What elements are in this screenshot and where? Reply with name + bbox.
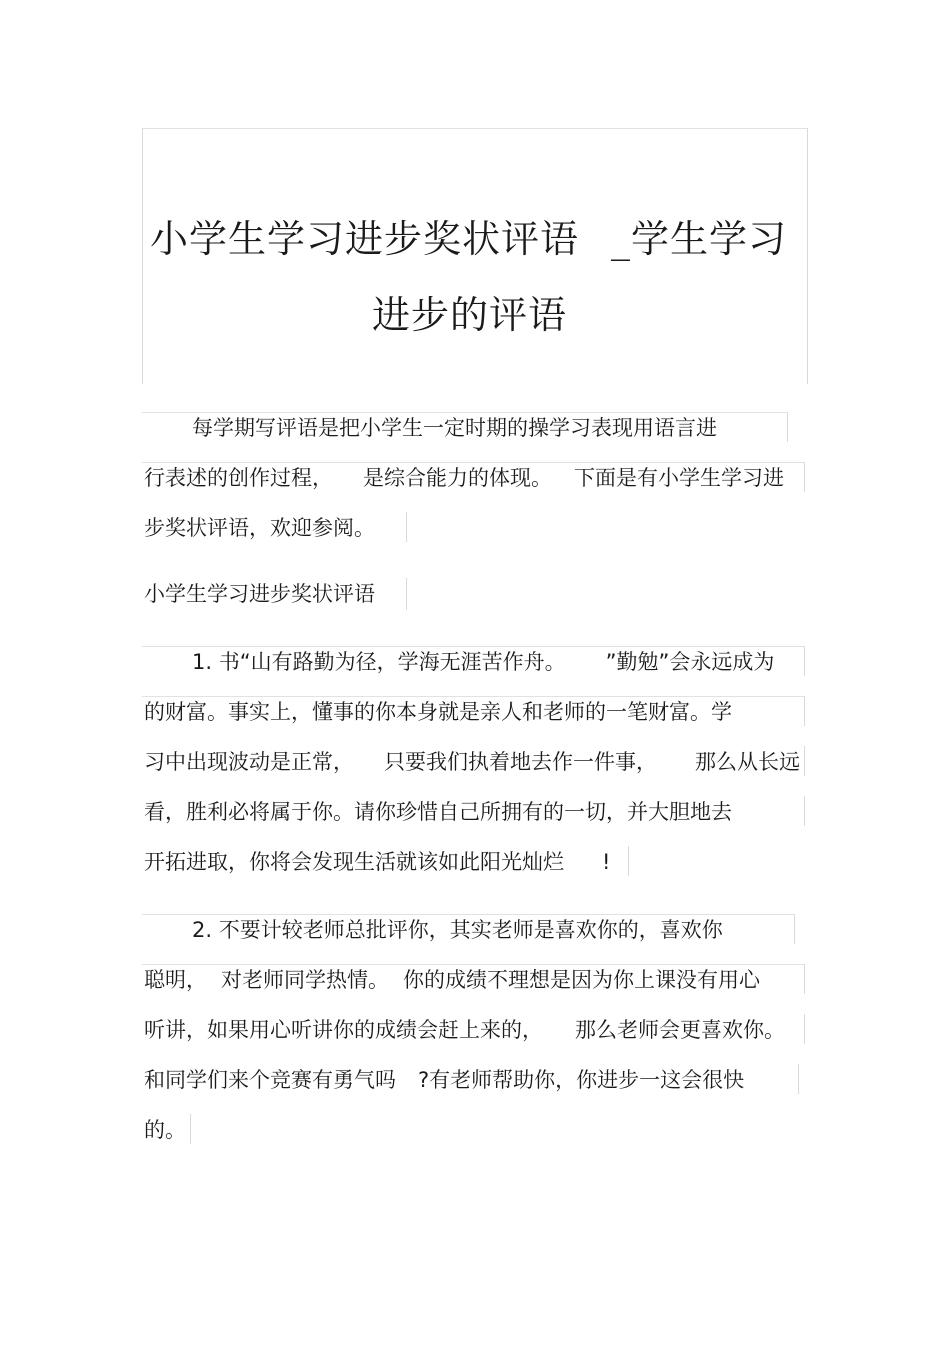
item2-line1-right xyxy=(794,914,795,944)
intro-right-line xyxy=(787,412,788,442)
item1-line5-right xyxy=(628,846,629,876)
item1-line-1b: ”勤勉”会永远成为 xyxy=(605,650,775,674)
item1-line4-right xyxy=(804,796,805,826)
item1-line-3b: 只要我们执着地去作一件事， xyxy=(384,750,657,774)
heading-right-line xyxy=(406,578,407,610)
item2-line2-rule xyxy=(142,964,804,965)
intro-line-2c: 下面是有小学生学习进 xyxy=(574,466,784,490)
intro-line-3: 步奖状评语，欢迎参阅。 xyxy=(144,516,375,540)
item1-line2-right xyxy=(804,696,805,726)
item2-line-2a: 聪明， xyxy=(144,968,207,992)
item2-line-5: 的。 xyxy=(144,1118,186,1142)
intro-line-2a: 行表述的创作过程， xyxy=(144,466,333,490)
intro-line-2b: 是综合能力的体现。 xyxy=(363,466,552,490)
item2-line-4a: 和同学们来个竞赛有勇气吗 xyxy=(144,1068,396,1092)
section-heading: 小学生学习进步奖状评语 xyxy=(144,582,375,606)
intro-line2-right xyxy=(804,462,805,492)
page-title-line-1 xyxy=(150,208,787,263)
item2-line3-right xyxy=(804,1014,805,1044)
intro-line-1: 每学期写评语是把小学生一定时期的操学习表现用语言进 xyxy=(192,416,717,440)
frame-right-line xyxy=(807,128,808,384)
item2-line-3b: 那么老师会更喜欢你。 xyxy=(575,1018,785,1042)
item2-line4-right xyxy=(798,1064,799,1094)
item1-line-2: 的财富。事实上，懂事的你本身就是亲人和老师的一笔财富。学 xyxy=(144,700,732,724)
item2-line-3a: 听讲，如果用心听讲你的成绩会赶上来的， xyxy=(144,1018,543,1042)
item1-line-4: 看，胜利必将属于你。请你珍惜自己所拥有的一切，并大胆地去 xyxy=(144,800,732,824)
item1-line-3 xyxy=(144,748,800,776)
item1-line1-right xyxy=(804,646,805,676)
intro-line-2 xyxy=(144,464,784,492)
item1-line-5b: ! xyxy=(602,850,611,874)
item2-line-2b: 对老师同学热情。 xyxy=(221,968,389,992)
frame-top-line xyxy=(142,128,808,129)
item2-line-4 xyxy=(144,1066,744,1094)
item1-line-5a: 开拓进取，你将会发现生活就该如此阳光灿烂 xyxy=(144,850,564,874)
item1-line-5 xyxy=(144,848,610,876)
item1-line-3a: 习中出现波动是正常， xyxy=(144,750,354,774)
item2-line-2 xyxy=(144,966,760,994)
intro-line2-rule xyxy=(142,462,804,463)
item2-line-3 xyxy=(144,1016,785,1044)
title-part-b: _学生学习 xyxy=(611,217,788,261)
item2-top-line xyxy=(142,914,794,915)
item1-line3-right xyxy=(804,746,805,776)
item2-line-1: 2. 不要计较老师总批评你，其实老师是喜欢你的，喜欢你 xyxy=(192,918,723,942)
frame-left-line xyxy=(142,128,143,384)
item2-line-2c: 你的成绩不理想是因为你上课没有用心 xyxy=(403,968,760,992)
title-part-a: 小学生学习进步奖状评语 xyxy=(150,217,580,261)
item1-line2-rule xyxy=(142,696,804,697)
item2-line-4b: ?有老师帮助你，你进步一这会很快 xyxy=(418,1068,745,1092)
intro-line3-right xyxy=(406,512,407,542)
page-title-line-2: 进步的评语 xyxy=(372,293,568,337)
item2-line2-right xyxy=(804,964,805,994)
item1-line-1a: 1. 书“山有路勤为径，学海无涯苦作舟。 xyxy=(192,650,566,674)
intro-top-line xyxy=(142,412,788,413)
item2-line5-right xyxy=(190,1114,191,1144)
item1-line-1 xyxy=(192,648,774,676)
item1-line-3c: 那么从长远 xyxy=(695,750,800,774)
item1-top-line xyxy=(142,646,804,647)
